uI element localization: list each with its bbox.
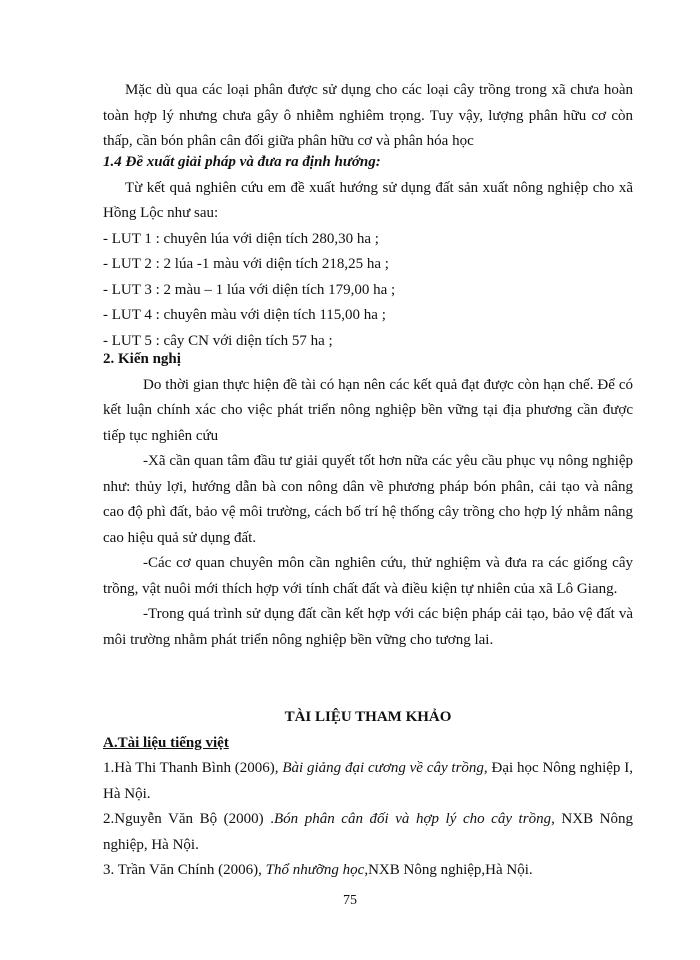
reference-title: Thổ nhưỡng học [265, 862, 365, 878]
intro-paragraph: Mặc dù qua các loại phân được sử dụng cho các loại cây trồng trong xã chưa hoàn toàn hợp lý nhưng chưa gây ô nhiễm nghiêm trọng. Tuy vậy, lượng phân hữu cơ còn thấp, cần bón phân cân đối giữa phân hữu cơ và phân hóa học [103, 82, 633, 149]
lut-item: - LUT 2 : 2 lúa -1 màu với diện tích 218,25 ha ; [103, 256, 389, 272]
reference-publisher: ,NXB Nông nghiệp,Hà Nội. [364, 862, 533, 878]
lut-item: - LUT 1 : chuyên lúa với diện tích 280,30 ha ; [103, 230, 379, 247]
reference-title: Bón phân cân đối và hợp lý cho cây trồng [273, 811, 552, 827]
reference-authors: 1.Hà Thi Thanh Bình (2006), [103, 760, 283, 776]
reference-publisher: , Đại học Nông nghiệp I, Hà Nội. [103, 760, 633, 802]
reference-publisher: , NXB Nông nghiệp, Hà Nội. [103, 811, 633, 853]
recommendation-paragraph: -Xã cần quan tâm đầu tư giải quyết tốt hơn nữa các yêu cầu phục vụ nông nghiệp như: thủy lợi, hướng dẫn bà con nông dân về phương pháp bón phân, cải tạo và nâng cao độ phì đất, bảo vệ môi trường, cách bố trí hệ thống cây trồng cho hợp lý nhằm nâng cao hiệu quả sử dụng đất. [103, 453, 633, 546]
recommendation-paragraph: -Trong quá trình sử dụng đất cần kết hợp với các biện pháp cải tạo, bảo vệ đất và môi trường nhằm phát triển nông nghiệp bền vững cho tương lai. [103, 606, 633, 648]
reference-title: Bài giảng đại cương về cây trồng [282, 760, 484, 776]
references-block [103, 705, 633, 884]
recommendation-paragraph: Do thời gian thực hiện đề tài có hạn nên các kết quả đạt được còn hạn chế. Để có kết luận chính xác cho việc phát triển nông nghiệp bền vững tại địa phương cần được tiếp tục nghiên cứu [103, 376, 633, 444]
lut-item: - LUT 4 : chuyên màu với diện tích 115,00 ha ; [103, 307, 386, 323]
heading-2: 2. Kiến nghị [103, 351, 181, 367]
proposal-paragraph: Từ kết quả nghiên cứu em đề xuất hướng sử dụng đất sản xuất nông nghiệp cho xã Hồng Lộc như sau: [103, 179, 633, 221]
reference-authors: 2.Nguyễn Văn Bộ (2000) . [103, 811, 274, 827]
reference-authors: 3. Trần Văn Chính (2006), [103, 862, 266, 878]
reference-item [103, 756, 633, 807]
page-number: 75 [343, 893, 357, 908]
intro-paragraph-block [103, 78, 633, 155]
reference-item [103, 807, 633, 858]
reference-item [103, 858, 633, 884]
references-title: TÀI LIỆU THAM KHẢO [284, 709, 452, 725]
heading-1-4: 1.4 Đề xuất giải pháp và đưa ra định hướng: [103, 154, 381, 170]
references-section-a: A.Tài liệu tiếng việt [103, 734, 229, 751]
lut-item: - LUT 3 : 2 màu – 1 lúa với diện tích 179,00 ha ; [103, 281, 396, 298]
section-1-4-block [103, 150, 633, 354]
section-2-block [103, 347, 633, 653]
lut-item: - LUT 5 : cây CN với diện tích 57 ha ; [103, 332, 333, 349]
recommendation-paragraph: -Các cơ quan chuyên môn cần nghiên cứu, thử nghiệm và đưa ra các giống cây trồng, vật nuôi mới thích hợp với tính chất đất và điều kiện tự nhiên của xã Lô Giang. [103, 555, 633, 597]
